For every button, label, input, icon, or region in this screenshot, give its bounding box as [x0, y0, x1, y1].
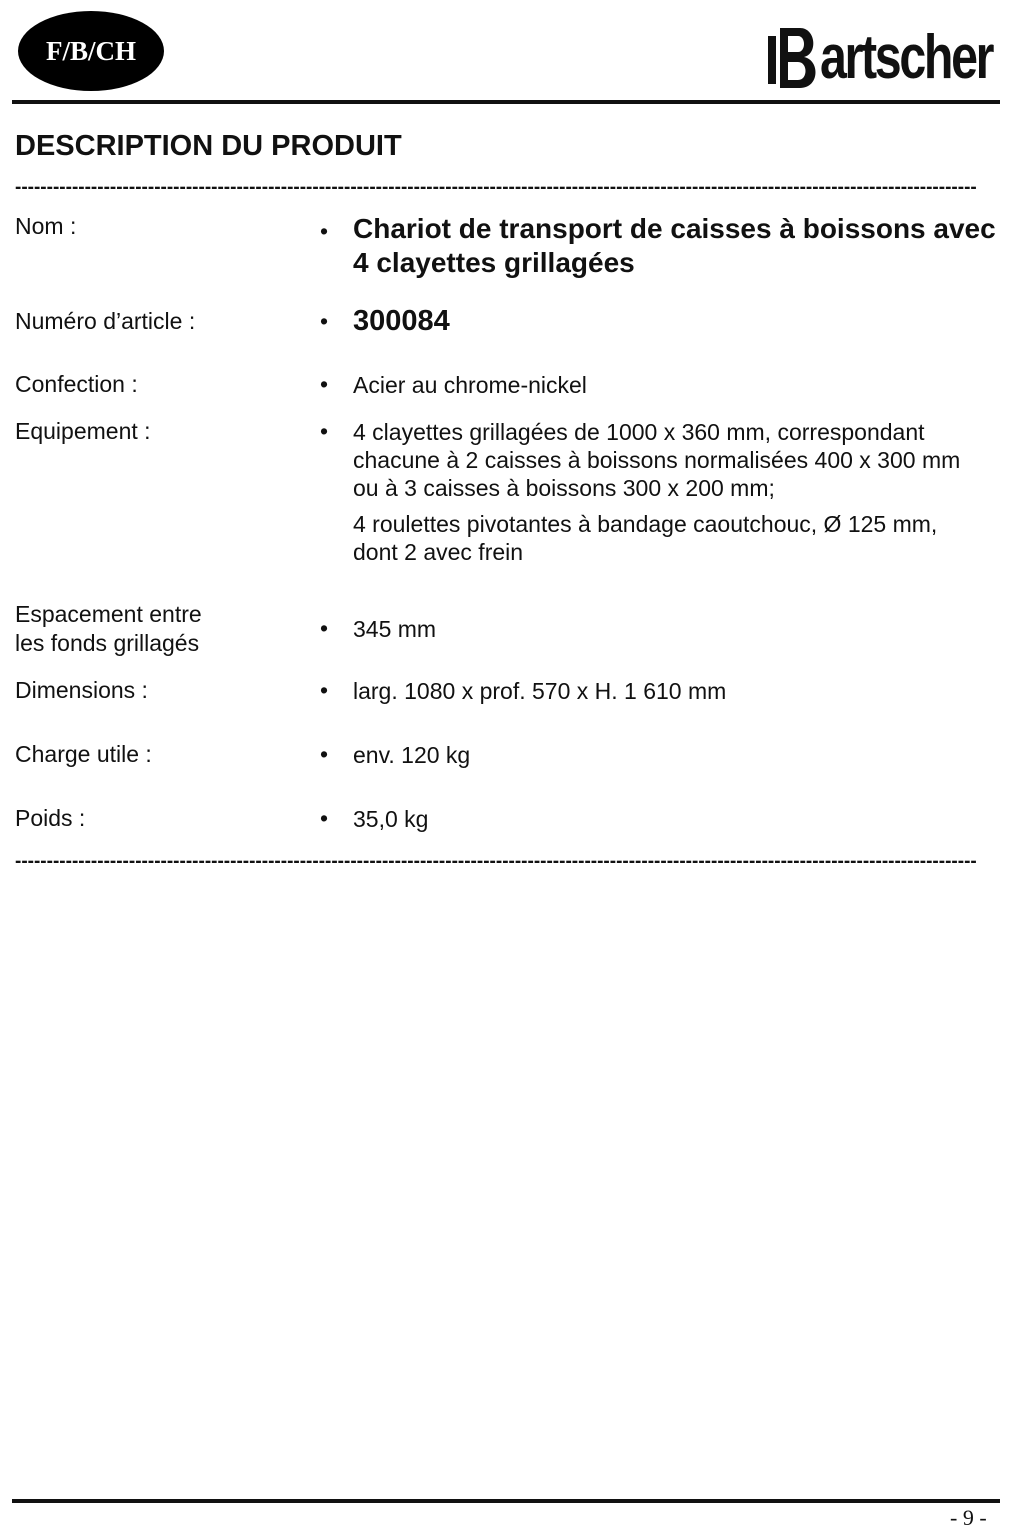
- bullet-icon: •: [320, 615, 329, 641]
- region-badge: F/B/CH: [18, 11, 164, 91]
- spec-value: 300084: [353, 305, 450, 337]
- bullet-icon: •: [320, 418, 329, 444]
- logo-b-mark: [766, 24, 826, 92]
- separator-top: --------------------------------------------------------------------------------------------------------------------------------------------------------: [15, 178, 977, 197]
- spec-label: Espacement entre les fonds grillagés: [15, 601, 202, 656]
- bullet-icon: •: [320, 805, 329, 831]
- bullet-icon: •: [320, 741, 329, 767]
- spec-label: Confection :: [15, 371, 138, 397]
- separator-bottom: --------------------------------------------------------------------------------------------------------------------------------------------------------: [15, 852, 977, 871]
- spec-label: Equipement :: [15, 418, 151, 444]
- spec-label: Dimensions :: [15, 677, 148, 703]
- spec-value: 35,0 kg: [353, 806, 429, 832]
- bullet-icon: •: [320, 308, 329, 334]
- spec-label: Nom :: [15, 213, 77, 239]
- equipment-line: 4 clayettes grillagées de 1000 x 360 mm, correspondant chacune à 2 caisses à boissons normalisées 400 x 300 mm ou à 3 caisses à boissons 300 x 200 mm;: [353, 419, 961, 501]
- spec-value: 345 mm: [353, 616, 437, 642]
- equipment-line: 4 roulettes pivotantes à bandage caoutchouc, Ø 125 mm, dont 2 avec frein: [353, 511, 938, 565]
- spec-label: Charge utile :: [15, 741, 152, 767]
- spec-value-list: [353, 418, 963, 566]
- logo-wordmark: artscher: [820, 23, 993, 92]
- bartscher-logo: [766, 18, 992, 98]
- spec-value: Chariot de transport de caisses à boissons avec 4 clayettes grillagées: [353, 213, 996, 278]
- page-number: - 9 -: [950, 1505, 987, 1530]
- spec-label: Poids :: [15, 805, 86, 831]
- spec-value: Acier au chrome-nickel: [353, 372, 587, 398]
- header-rule: [12, 100, 1000, 104]
- spec-label: Numéro d’article :: [15, 308, 196, 334]
- footer-rule: [12, 1499, 1000, 1503]
- bullet-icon: •: [320, 677, 329, 703]
- page-title: DESCRIPTION DU PRODUIT: [15, 130, 402, 162]
- bullet-icon: •: [320, 371, 329, 397]
- bullet-icon: •: [320, 218, 329, 244]
- spec-value: env. 120 kg: [353, 742, 471, 768]
- spec-value: larg. 1080 x prof. 570 x H. 1 610 mm: [353, 678, 727, 704]
